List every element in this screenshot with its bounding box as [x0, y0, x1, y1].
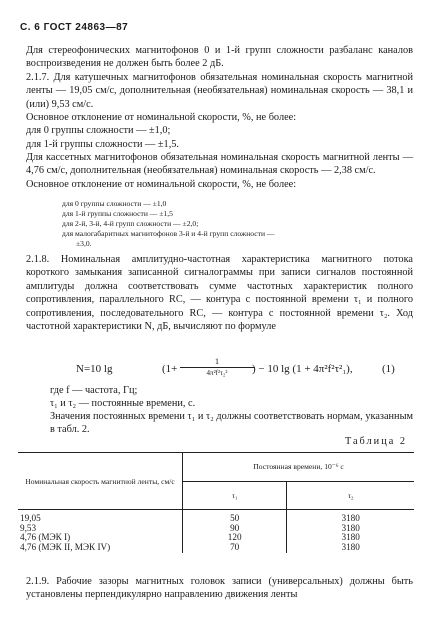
- formula-rest: ) − 10 lg (1 + 4π²f²τ²₁),: [252, 363, 353, 375]
- table-header-t2: τ₂: [287, 481, 414, 510]
- table-cell-t2: 3180: [287, 514, 414, 524]
- paragraph: для 0 группы сложности — ±1,0;: [26, 125, 171, 136]
- formula-numerator: 1: [180, 356, 254, 368]
- paragraph: Основное отклонение от номинальной скорости, %, не более:: [26, 112, 297, 123]
- paragraph: для 1-й группы сложности — ±1,5.: [26, 139, 180, 150]
- table-cell-t2: 3180: [287, 543, 414, 553]
- paragraph-2-1-8: 2.1.8. Номинальная амплитудно-частотная характеристика магнитного потока короткого замыкания записанной сигналограммы при записи сигналов постоянной амплитуды должна соответствовать сумме частотных характеристик полного сопротивления, параллельного RC, — контура с постоянной времени τ₁ и полного сопротивления, последовательного RC, — контура с постоянной времени τ₂. Ход частотной характеристики N, дБ, вычисляют по формуле: [26, 254, 413, 333]
- paragraph-2-1-7: 2.1.7. Для катушечных магнитофонов обязательная номинальная скорость магнитной ленты — 19,05 см/с, дополнительная (необязательная) номинальная скорость — 38,1 и (или) 9,53 см/с.: [26, 72, 413, 110]
- table-caption: Таблица 2: [344, 436, 407, 447]
- table-cell-speed: 4,76 (МЭК II, МЭК IV): [20, 542, 111, 553]
- table-cell-speed: 19,05: [20, 513, 41, 523]
- paragraph: τ₁ и τ₂ — постоянные времени, с.: [50, 398, 196, 409]
- table-cell-t2: 3180: [287, 533, 414, 543]
- formula-number: (1): [382, 363, 395, 375]
- table-cell-t1: 90: [183, 524, 287, 534]
- list-item: ±3,0.: [76, 239, 92, 248]
- paragraph: Основное отклонение от номинальной скорости, %, не более:: [26, 179, 297, 190]
- formula-open: (1+: [162, 363, 178, 375]
- table-cell-t1: 70: [183, 543, 287, 553]
- paragraph: Для кассетных магнитофонов обязательная номинальная скорость магнитной ленты — 4,76 см/с, дополнительная (необязательная) номинальная скорость — 2,38 см/с.: [26, 152, 413, 177]
- formula: [76, 356, 416, 386]
- table-header-time: Постоянная времени, 10⁻⁶ с: [183, 453, 415, 482]
- paragraph: Значения постоянных времени τ₁ и τ₂ должны соответствовать нормам, указанным в табл. 2.: [50, 411, 413, 436]
- list-item: для 0 группы сложности — ±1,0: [62, 199, 167, 208]
- page-header: С. 6 ГОСТ 24863—87: [20, 22, 129, 33]
- list-item: для 2-й, 3-й, 4-й групп сложности — ±2,0;: [62, 219, 199, 228]
- paragraph: где f — частота, Гц;: [50, 385, 138, 396]
- paragraph-2-1-9: 2.1.9. Рабочие зазоры магнитных головок записи (универсальных) должны быть установлены перпендикулярно направлению движения ленты: [26, 576, 413, 601]
- table-cell-t2: 3180: [287, 524, 414, 534]
- table-cell-speed: 9,53: [20, 522, 37, 533]
- paragraph: Для стереофонических магнитофонов 0 и 1-й групп сложности разбаланс каналов воспроизведения не должен быть более 2 дБ.: [26, 45, 413, 70]
- table-header-speed: Номинальная скорость магнитной ленты, см/с: [18, 453, 183, 510]
- formula-lhs: N=10 lg: [76, 363, 113, 375]
- formula-fraction: [180, 356, 254, 377]
- formula-denominator: 4π²f²τ₂²: [206, 369, 228, 377]
- list-item: для малогабаритных магнитофонов 3-й и 4-й групп сложности —: [62, 229, 275, 238]
- table-2: [18, 452, 414, 553]
- table-row: [18, 543, 414, 553]
- list-item: для 1-й группы сложности — ±1,5: [62, 209, 173, 218]
- table-cell-speed: 4,76 (МЭК I): [20, 532, 71, 543]
- table-header-t1: τ₁: [183, 481, 287, 510]
- table-cell-t1: 50: [183, 514, 287, 524]
- table-cell-t1: 120: [183, 533, 287, 543]
